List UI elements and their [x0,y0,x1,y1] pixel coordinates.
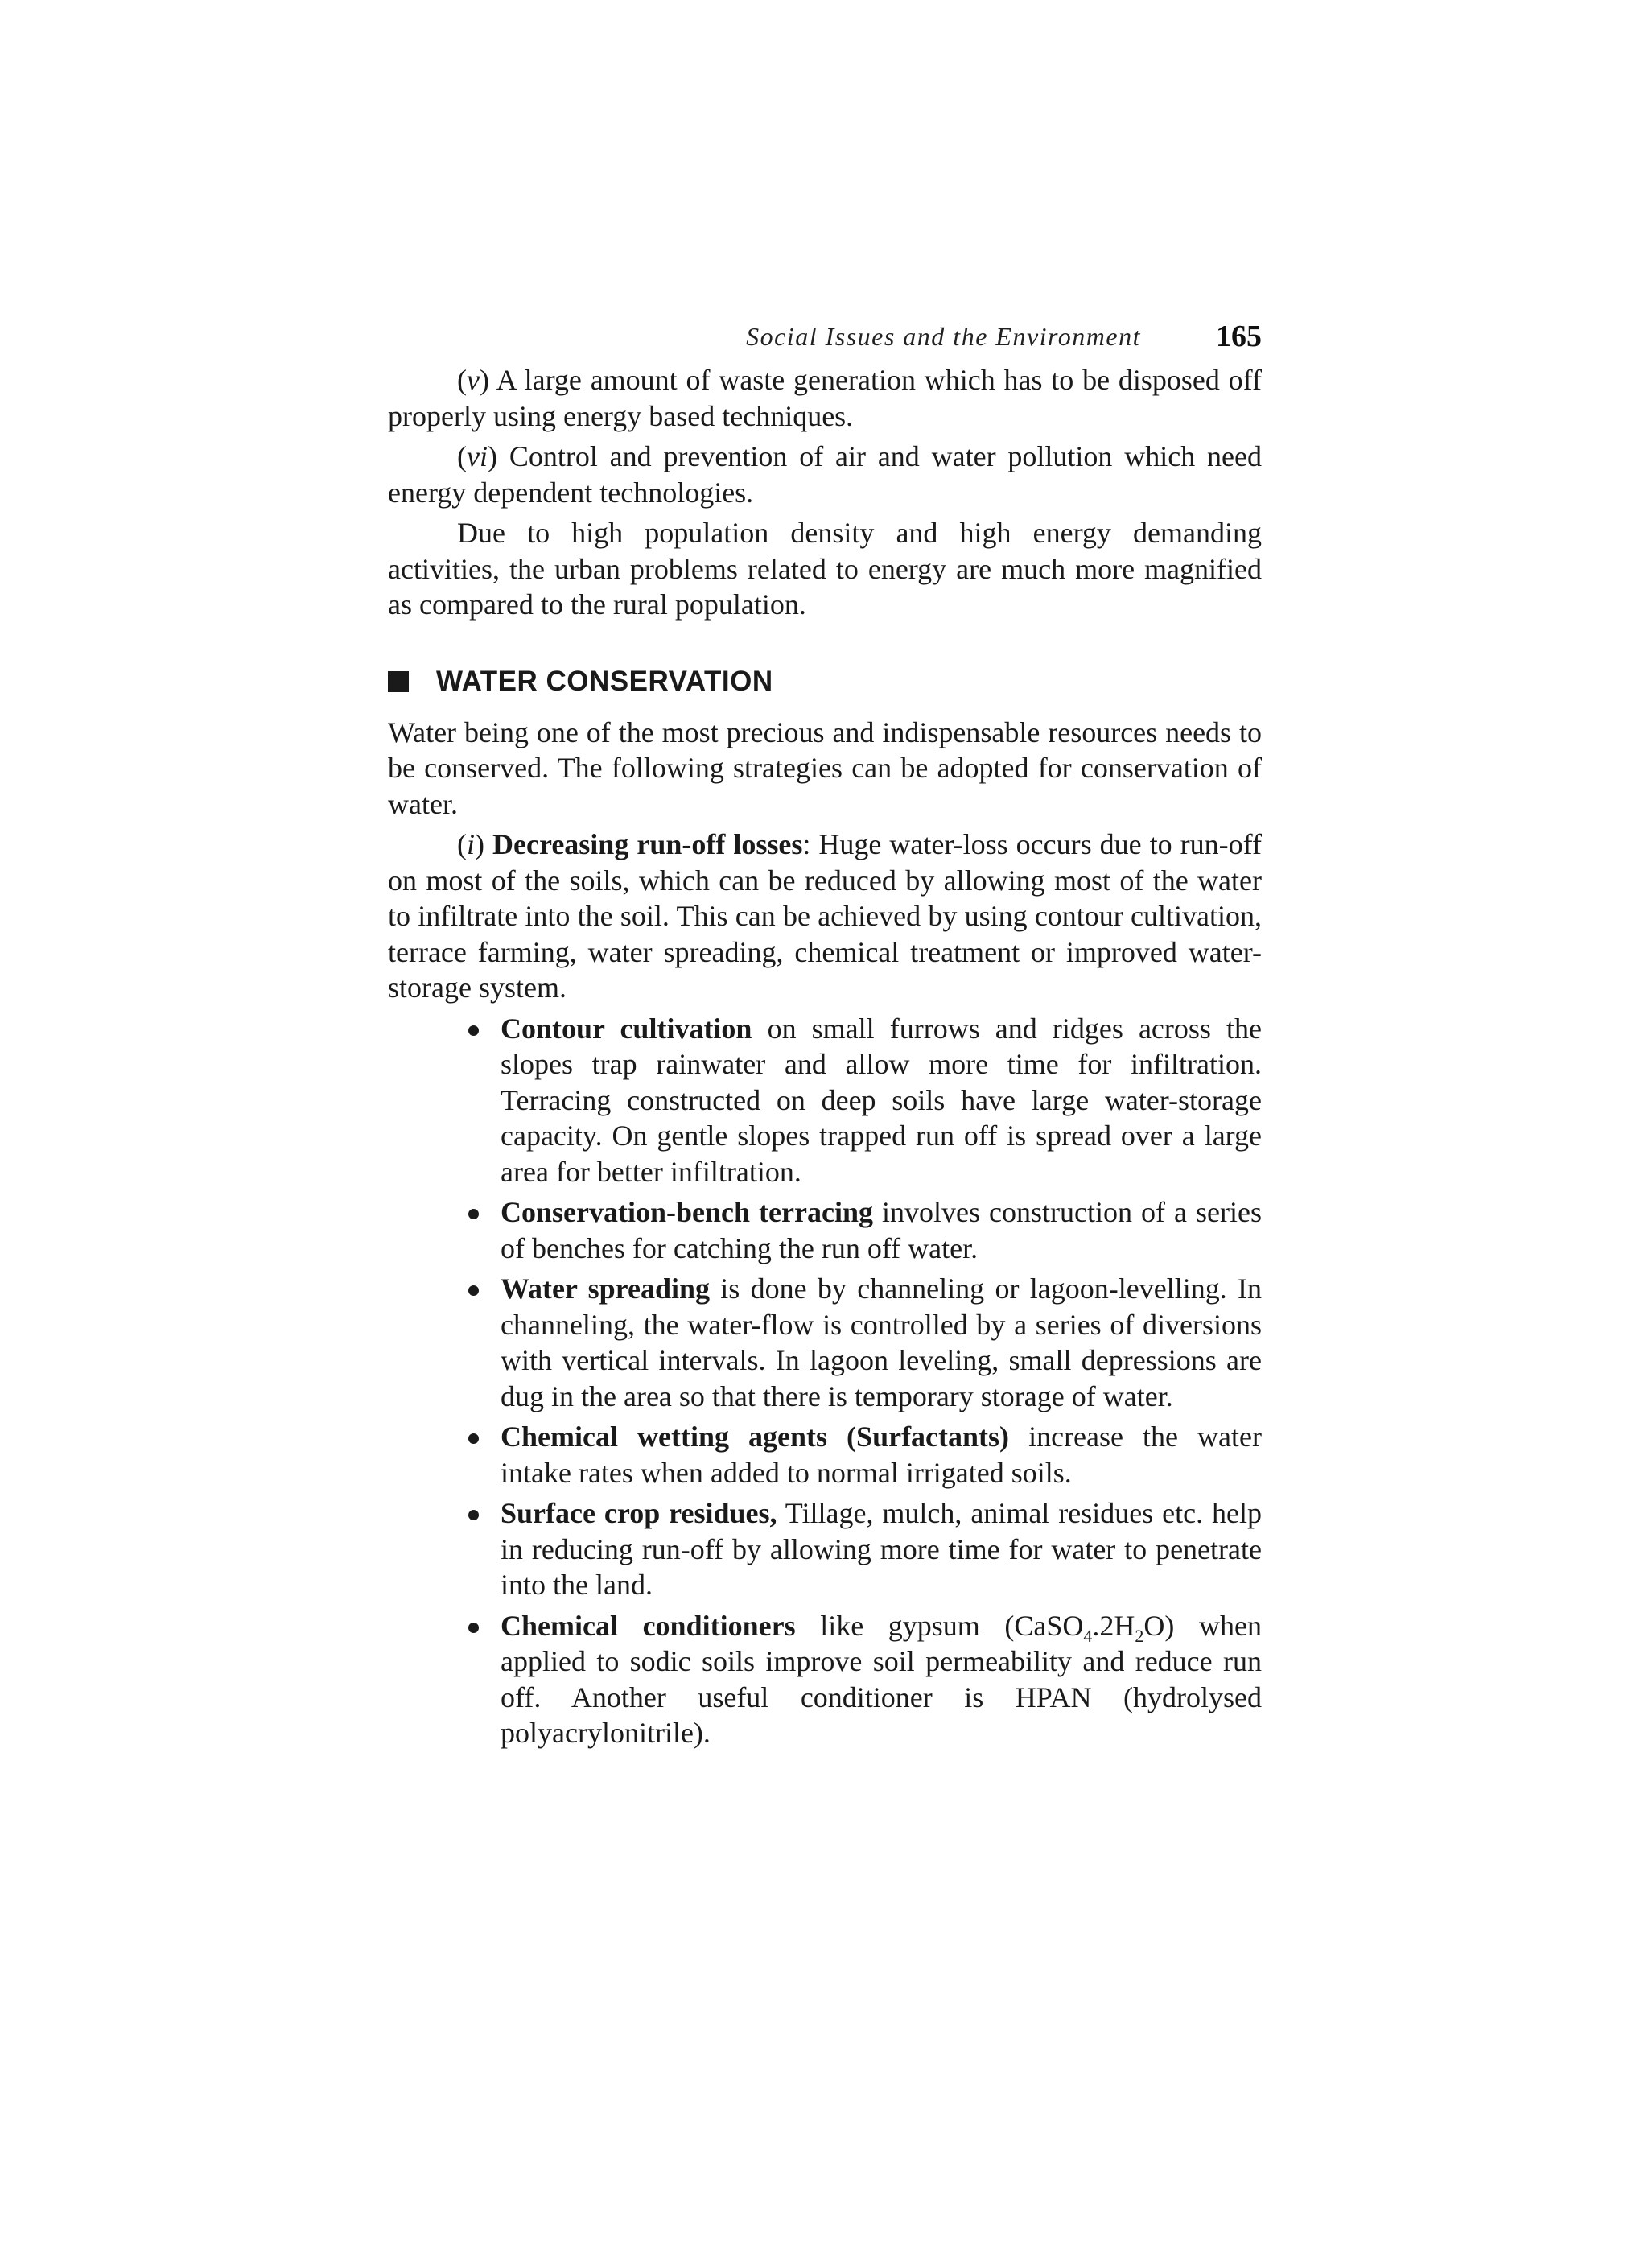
subscript: 2 [1135,1625,1144,1646]
list-item-v: (v) A large amount of waste generation which has to be disposed off properly using energy based techniques. [388,364,1262,432]
bullet-text: is done by channeling or lagoon-levelling. In channeling, the water-flow is controlled by a series of diversions with vertical intervals. In lagoon leveling, small depressions are dug in the area so that there is temporary storage of water. [501,1272,1262,1412]
bullet-text-a: like gypsum (CaSO [795,1609,1084,1642]
item-marker-v: v [467,364,480,396]
bullet-text-c: O) when applied to sodic soils improve soil permeability and reduce run off. Another useful conditioner is HPAN (hydrolysed polyacrylonitrile). [501,1609,1262,1749]
book-page [388,314,1262,1756]
bullet-icon [468,1623,479,1633]
bullet-term: Contour cultivation [501,1012,752,1045]
bullet-text: increase the water intake rates when added to normal irrigated soils. [501,1421,1263,1489]
bullet-term: Water spreading [501,1272,710,1305]
bullet-icon [468,1209,479,1219]
bullet-text: on small furrows and ridges across the slopes trap rainwater and allow more time for infiltration. Terracing constructed on deep soils have large water-storage capacity. On gentle slopes trapped run off is spread over a large area for better infiltration. [501,1012,1262,1188]
point-i-title: Decreasing run-off losses [492,828,803,860]
list-item [501,1194,1262,1266]
list-item [501,1608,1262,1751]
bullet-term: Surface crop residues, [501,1497,777,1529]
point-i-marker: i [467,828,476,860]
page-number: 165 [1216,320,1262,353]
list-item [501,1271,1262,1414]
subscript: 4 [1083,1625,1093,1646]
bullet-text-b: .2H [1092,1609,1135,1642]
bullet-term: Chemical conditioners [501,1609,796,1642]
list-item [501,1495,1262,1603]
bullet-icon [468,1285,479,1296]
item-marker-vi: vi [467,440,488,472]
item-text-vi: Control and prevention of air and water pollution which need energy dependent technologies. [388,440,1262,509]
bullet-term: Conservation-bench terracing [501,1196,873,1228]
running-title: Social Issues and the Environment [746,322,1141,351]
section-heading [388,663,1262,700]
bullet-term: Chemical wetting agents (Surfactants) [501,1421,1010,1453]
list-item [501,1011,1262,1190]
point-i-text: : Huge water-loss occurs due to run-off on most of the soils, which can be reduced by allowing most of the water to infiltrate into the soil. This can be achieved by using contour cultivation, terrace farming, water spreading, chemical treatment or improved water-storage system. [388,828,1262,1004]
section-heading-text: WATER CONSERVATION [436,665,773,697]
bullet-icon [468,1433,479,1444]
item-text-v: A large amount of waste generation which has to be disposed off properly using energy based techniques. [388,364,1262,432]
section-intro-paragraph: Water being one of the most precious and indispensable resources needs to be conserved. The following strategies can be adopted for conservation of water. [388,715,1262,820]
list-item [501,1419,1262,1491]
list-item-vi: (vi) Control and prevention of air and water pollution which need energy dependent technologies. [388,440,1262,509]
bullet-icon [468,1025,479,1036]
bullet-text: involves construction of a series of benches for catching the run off water. [501,1196,1262,1264]
point-i-paragraph: (i) Decreasing run-off losses: Huge water-loss occurs due to run-off on most of the soils, which can be reduced by allowing most of the water to infiltrate into the soil. This can be achieved by using contour cultivation, terrace farming, water spreading, chemical treatment or improved water-storage system. [388,828,1262,1004]
bullet-icon [468,1510,479,1520]
running-header [388,314,1262,362]
bullet-text: Tillage, mulch, animal residues etc. help in reducing run-off by allowing more time for water to penetrate into the land. [501,1497,1262,1601]
strategy-list [388,1011,1262,1751]
summary-paragraph: Due to high population density and high energy demanding activities, the urban problems related to energy are much more magnified as compared to the rural population. [388,517,1262,621]
square-bullet-icon [388,671,409,692]
